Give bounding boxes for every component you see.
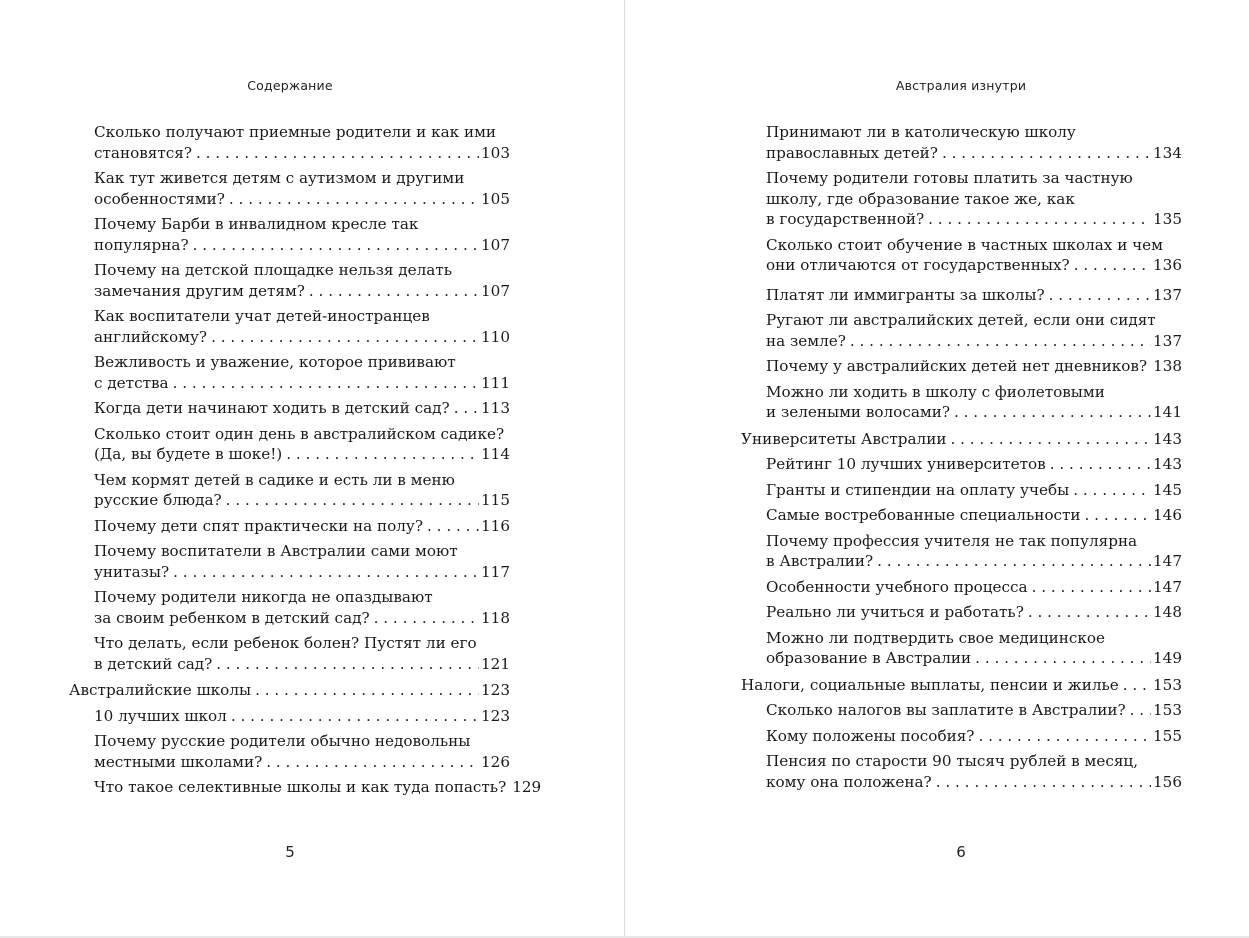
- toc-page-number: 135: [1153, 210, 1182, 228]
- toc-entry: [741, 726, 1182, 747]
- toc-entry-last-line: [94, 706, 510, 727]
- toc-entry-title-line: Почему родители готовы платить за частную: [766, 169, 1133, 187]
- toc-entry-title: образование в Австралии: [766, 649, 972, 667]
- dot-leader: [286, 444, 479, 465]
- toc-entry-last-line: [94, 398, 510, 419]
- toc-entry-title: кому она положена?: [766, 772, 932, 791]
- dot-leader: [1130, 700, 1151, 721]
- toc-page-number: 115: [481, 491, 510, 509]
- toc-entry-last-line: [94, 281, 510, 302]
- toc-entry: [69, 633, 510, 674]
- dot-leader: [211, 327, 479, 348]
- toc-entry-title: замечания другим детям?: [94, 281, 305, 300]
- toc-entry-title: Реально ли учиться и работать?: [766, 603, 1024, 621]
- toc-page-number: 145: [1153, 480, 1182, 499]
- toc-section-entry: [741, 675, 1182, 696]
- toc-entry-last-line: [766, 480, 1182, 501]
- toc-page-number: 107: [481, 235, 510, 254]
- toc-section-entry: [741, 429, 1182, 450]
- toc-entry: [741, 454, 1182, 475]
- dot-leader: [975, 648, 1151, 669]
- toc-entry-title: (Да, вы будете в шоке!): [94, 445, 283, 463]
- toc-entry: [741, 628, 1182, 669]
- toc-entry-title-line: Почему воспитатели в Австралии сами моют: [94, 542, 458, 560]
- toc-page-number: 137: [1153, 331, 1182, 350]
- toc-entry-title: русские блюда?: [94, 491, 222, 509]
- dot-leader: [226, 490, 479, 511]
- dot-leader: [255, 680, 479, 701]
- dot-leader: [950, 429, 1151, 450]
- toc-entry-last-line: [766, 551, 1182, 572]
- toc-page-number: 117: [481, 562, 510, 581]
- toc-entry-last-line: [766, 356, 1182, 377]
- toc-entry: [69, 168, 510, 209]
- dot-leader: [936, 772, 1151, 793]
- toc-entry-title-line: Сколько стоит один день в австралийском садике?: [94, 424, 505, 443]
- toc-page-number: 113: [481, 399, 510, 417]
- toc-entry: [69, 398, 510, 419]
- toc-entry-title: Почему дети спят практически на полу?: [94, 516, 424, 535]
- toc-page-number: 156: [1153, 772, 1182, 791]
- toc-entry-last-line: [766, 454, 1182, 475]
- toc-page-number: 121: [481, 654, 510, 673]
- dot-leader: [1123, 675, 1151, 696]
- toc-entry: [741, 168, 1182, 230]
- toc-entry-title-line: Сколько стоит обучение в частных школах и чем: [766, 235, 1163, 254]
- toc-page-number: 137: [1153, 285, 1182, 304]
- toc-page-number: 155: [1153, 726, 1182, 745]
- toc-page-number: 110: [481, 327, 510, 346]
- table-of-contents: [69, 122, 542, 803]
- toc-entry-last-line: [94, 235, 510, 256]
- toc-entry: [741, 505, 1182, 526]
- toc-entry-title-line: Можно ли подтвердить свое медицинское: [766, 628, 1106, 647]
- table-of-contents: [741, 122, 1182, 797]
- toc-entry-last-line: [766, 577, 1182, 598]
- toc-entry-title-line: Почему профессия учителя не так популярна: [766, 531, 1138, 550]
- dot-leader: [877, 551, 1151, 572]
- toc-page-number: 147: [1153, 552, 1182, 570]
- toc-entry-title-line: Пенсия по старости 90 тысяч рублей в месяц,: [766, 752, 1139, 770]
- dot-leader: [196, 143, 479, 164]
- toc-page-number: 114: [481, 445, 510, 463]
- toc-page-number: 107: [481, 281, 510, 300]
- toc-entry: [741, 235, 1182, 276]
- toc-entry-last-line: [69, 680, 510, 701]
- dot-leader: [231, 706, 479, 727]
- toc-entry: [741, 480, 1182, 501]
- toc-entry: [69, 352, 510, 393]
- toc-page-number: 129: [512, 778, 542, 796]
- dot-leader: [942, 143, 1151, 164]
- left-page: [0, 0, 624, 936]
- toc-entry: [69, 306, 510, 347]
- toc-entry: [741, 700, 1182, 721]
- page-number: 6: [956, 843, 966, 861]
- toc-entry: [741, 310, 1182, 351]
- toc-entry-title-line: Вежливость и уважение, которое прививают: [94, 353, 456, 371]
- dot-leader: [1085, 505, 1151, 526]
- toc-entry: [741, 122, 1182, 163]
- toc-entry-last-line: [741, 675, 1182, 696]
- toc-page-number: 103: [481, 143, 510, 162]
- toc-entry-last-line: [94, 608, 510, 629]
- toc-entry-title-line: Почему русские родители обычно недовольны: [94, 732, 471, 750]
- toc-entry-title: особенностями?: [94, 189, 225, 208]
- toc-entry-last-line: [94, 654, 510, 675]
- dot-leader: [1028, 602, 1151, 623]
- toc-page-number: 147: [1153, 577, 1182, 596]
- toc-entry-title: в Австралии?: [766, 552, 874, 570]
- toc-entry-last-line: [766, 772, 1182, 793]
- toc-entry-title: в детский сад?: [94, 654, 213, 673]
- toc-page-number: 138: [1153, 357, 1183, 375]
- toc-entry-last-line: [94, 562, 510, 583]
- running-head: Австралия изнутри: [895, 78, 1027, 93]
- toc-section-entry: [69, 680, 510, 701]
- toc-entry-last-line: [94, 777, 542, 798]
- toc-entry-last-line: [94, 444, 510, 465]
- right-page: [625, 0, 1249, 936]
- toc-entry-title-line: Ругают ли австралийских детей, если они сидят: [766, 311, 1156, 329]
- toc-entry-title-line: Чем кормят детей в садике и есть ли в меню: [94, 470, 455, 489]
- toc-entry-title: 10 лучших школ: [94, 706, 227, 725]
- toc-entry-title: унитазы?: [94, 562, 170, 581]
- toc-entry-title-line: Принимают ли в католическую школу: [766, 123, 1076, 141]
- toc-page-number: 149: [1153, 649, 1182, 667]
- toc-entry-last-line: [741, 429, 1182, 450]
- toc-page-number: 141: [1153, 403, 1182, 421]
- toc-page-number: 134: [1153, 143, 1182, 162]
- toc-entry-title: на земле?: [766, 331, 846, 350]
- toc-entry-last-line: [94, 327, 510, 348]
- toc-page-number: 111: [481, 373, 510, 392]
- toc-page-number: 153: [1153, 701, 1182, 719]
- toc-entry: [69, 214, 510, 255]
- toc-entry-title: Сколько налогов вы заплатите в Австралии?: [766, 701, 1126, 719]
- toc-entry-title: популярна?: [94, 235, 189, 254]
- dot-leader: [1074, 255, 1151, 276]
- toc-entry-last-line: [766, 331, 1182, 352]
- dot-leader: [427, 516, 479, 537]
- toc-entry-last-line: [766, 143, 1182, 164]
- toc-entry-title-line: Почему Барби в инвалидном кресле так: [94, 215, 419, 233]
- toc-entry: [741, 531, 1182, 572]
- dot-leader: [229, 189, 479, 210]
- toc-entry-title-line: Почему на детской площадке нельзя делать: [94, 261, 453, 279]
- toc-entry: [69, 260, 510, 301]
- toc-entry-last-line: [94, 143, 510, 164]
- toc-page-number: 143: [1153, 455, 1182, 473]
- toc-entry-title: Кому положены пособия?: [766, 726, 975, 745]
- dot-leader: [173, 373, 479, 394]
- dot-leader: [309, 281, 479, 302]
- toc-entry-title-line: Почему родители никогда не опаздывают: [94, 588, 433, 606]
- toc-page-number: 148: [1153, 603, 1182, 621]
- toc-entry-title: Что такое селективные школы и как туда попасть?: [94, 778, 507, 796]
- toc-entry-last-line: [766, 648, 1182, 669]
- toc-entry-title: становятся?: [94, 143, 192, 162]
- toc-entry-last-line: [94, 373, 510, 394]
- toc-page-number: 126: [481, 752, 510, 771]
- toc-page-number: 123: [481, 706, 510, 725]
- running-head: Содержание: [247, 78, 333, 93]
- toc-entry-title: Почему у австралийских детей нет дневников?: [766, 357, 1148, 375]
- toc-entry-title: Платят ли иммигранты за школы?: [766, 285, 1045, 304]
- toc-entry-last-line: [94, 516, 510, 537]
- toc-entry-last-line: [766, 255, 1182, 276]
- toc-entry: [69, 587, 510, 628]
- toc-page-number: 153: [1153, 675, 1182, 694]
- toc-entry-title: в государственной?: [766, 210, 925, 228]
- dot-leader: [954, 402, 1151, 423]
- dot-leader: [216, 654, 479, 675]
- toc-entry-title: с детства: [94, 373, 169, 392]
- toc-page-number: 136: [1153, 256, 1182, 274]
- toc-entry-last-line: [766, 209, 1182, 230]
- toc-entry: [69, 424, 510, 465]
- toc-entry: [741, 751, 1182, 792]
- toc-entry-last-line: [766, 402, 1182, 423]
- toc-entry: [69, 516, 510, 537]
- toc-entry-title: Рейтинг 10 лучших университетов: [766, 455, 1046, 473]
- toc-entry: [741, 602, 1182, 623]
- toc-entry-title: за своим ребенком в детский сад?: [94, 608, 370, 627]
- toc-entry-title-line: школу, где образование такое же, как: [766, 189, 1075, 208]
- dot-leader: [1073, 480, 1151, 501]
- toc-entry: [741, 285, 1182, 306]
- toc-entry-last-line: [766, 285, 1182, 306]
- toc-page-number: 116: [481, 516, 510, 535]
- toc-page-number: 146: [1153, 506, 1182, 524]
- toc-entry-title-line: Как тут живется детям с аутизмом и другими: [94, 169, 465, 187]
- toc-entry-title: Гранты и стипендии на оплату учебы: [766, 480, 1070, 499]
- toc-entry-title: Самые востребованные специальности: [766, 506, 1081, 524]
- toc-entry: [69, 706, 510, 727]
- toc-entry: [741, 577, 1182, 598]
- toc-entry-title: Австралийские школы: [69, 681, 252, 699]
- dot-leader: [978, 726, 1151, 747]
- toc-entry-last-line: [94, 189, 510, 210]
- dot-leader: [850, 331, 1151, 352]
- toc-entry-title-line: Можно ли ходить в школу с фиолетовыми: [766, 382, 1105, 401]
- toc-entry: [69, 777, 542, 798]
- toc-page-number: 123: [481, 681, 510, 699]
- dot-leader: [454, 398, 479, 419]
- toc-entry-title-line: Сколько получают приемные родители и как ими: [94, 123, 497, 141]
- toc-entry-title: и зелеными волосами?: [766, 403, 950, 421]
- dot-leader: [1049, 285, 1151, 306]
- dot-leader: [374, 608, 479, 629]
- toc-entry-last-line: [766, 726, 1182, 747]
- toc-entry-last-line: [766, 602, 1182, 623]
- dot-leader: [1050, 454, 1151, 475]
- toc-entry-last-line: [766, 700, 1182, 721]
- dot-leader: [173, 562, 479, 583]
- toc-page-number: 105: [481, 189, 510, 208]
- toc-entry: [69, 122, 510, 163]
- toc-page-number: 143: [1153, 429, 1182, 448]
- toc-entry: [69, 470, 510, 511]
- dot-leader: [193, 235, 479, 256]
- dot-leader: [266, 752, 479, 773]
- page-number: 5: [285, 843, 295, 861]
- toc-entry-title: местными школами?: [94, 752, 263, 771]
- toc-entry-title: православных детей?: [766, 143, 938, 162]
- toc-entry: [69, 541, 510, 582]
- toc-entry-title: они отличаются от государственных?: [766, 256, 1070, 274]
- toc-entry-last-line: [94, 752, 510, 773]
- dot-leader: [928, 209, 1151, 230]
- toc-page-number: 118: [481, 608, 510, 627]
- toc-entry: [741, 356, 1182, 377]
- toc-entry-title: Когда дети начинают ходить в детский сад?: [94, 399, 450, 417]
- toc-entry-title: Особенности учебного процесса: [766, 577, 1028, 596]
- toc-entry-title-line: Что делать, если ребенок болен? Пустят ли его: [94, 634, 477, 652]
- toc-entry: [69, 731, 510, 772]
- toc-entry-title: английскому?: [94, 327, 208, 346]
- toc-entry-title: Налоги, социальные выплаты, пенсии и жилье: [741, 675, 1119, 694]
- toc-entry-title: Университеты Австралии: [741, 429, 947, 448]
- toc-entry-title-line: Как воспитатели учат детей-иностранцев: [94, 307, 430, 325]
- toc-entry-last-line: [94, 490, 510, 511]
- dot-leader: [1032, 577, 1151, 598]
- toc-entry-last-line: [766, 505, 1182, 526]
- toc-entry: [741, 382, 1182, 423]
